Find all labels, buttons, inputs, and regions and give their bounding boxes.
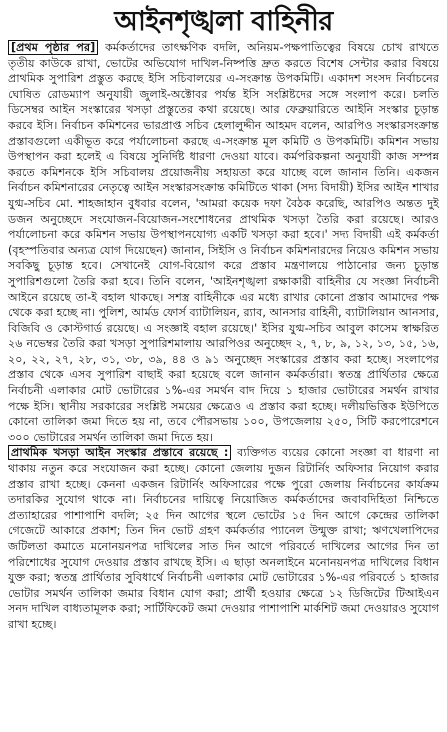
paragraph-text: ব্যক্তিগত ব্যয়ের কোনো সংজ্ঞা বা ধারণা না থাকায় নতুন করে সংযোজন করা হচ্ছে। কোনো জেলায় দুজন রিটার্নিং অফিসার নিয়োগ করার প্রস্তাব রাখা হচ্ছে। কেননা একজন রিটার্নিং অফিসারের পক্ষে পুরো জেলায় নির্বাচনের কার্যক্রম তদারকির সুযোগ থাকে না। নির্বাচনের দায়িত্বে নিয়োজিত কর্মকর্তাদের জবাবদিহিতা নিশ্চিতে প্রত্যাহারের পাশাপাশি বদলি; ২৫ দিন আগের স্থলে ভোটের ১৫ দিন আগে কেন্দ্রের তালিকা গেজেটে আকারে প্রকাশ; তিন দিন ভোট গ্রহণ কর্মকর্তার প্যানেল উন্মুক্ত রাখা; ঋণখেলাপিদের জটিলতা কমাতে মনোনয়নপত্র দাখিলের সাত দিন আগে পরিবর্তে দাখিলের আগের দিন তা পরিশোধের সুযোগ দেওয়ার প্রস্তাব রাখছে ইসি। এ ছাড়া অনলাইনে মনোনয়নপত্র দাখিলের বিধান যুক্ত করা; স্বতন্ত্র প্রার্থিতার সুবিধার্থে নির্বাচনী এলাকার মোট ভোটারের ১%-এর পরিবর্তে ১ হাজার ভোটার সমর্থন তালিকা জমার বিধান যোগ করা; প্রার্থী হওয়ার ক্ষেত্রে ১২ ডিজিটের টিআইএন সনদ দাখিল বাধ্যতামূলক করা; সার্টিফিকেট জমা দেওয়ার পাশাপাশি মার্কশিট জমা দেওয়ারও সুযোগ রাখা হচ্ছে।	[8, 446, 440, 631]
headline: আইনশৃঙ্খলা বাহিনীর	[114, 6, 333, 37]
article-paragraph	[8, 40, 439, 445]
article-body	[8, 40, 439, 633]
paragraph-text: কর্মকর্তাদের তাৎক্ষণিক বদলি, অনিয়ম-পক্ষপাতিত্বের বিষয়ে চোখ রাখতে তৃতীয় কাউকে রাখা, ভোটের অভিযোগ দাখিল-নিষ্পত্তি দ্রুত করতে বিশেষ সেন্টার করার বিষয়ে প্রাথমিক সুপারিশ প্রস্তুত করছে ইসি সচিবালয়ের এ-সংক্রান্ত উপকমিটি। একাদশ সংসদ নির্বাচনের ঘোষিত রোডম্যাপ অনুযায়ী জুলাই-অক্টোবর পর্যন্ত ইসি সংশ্লিষ্টদের সঙ্গে সংলাপ করে। চলতি ডিসেম্বর আইন সংস্কারের খসড়া প্রস্তুতের কথা রয়েছে। আর ফেব্রুয়ারিতে আইনি সংস্কার চূড়ান্ত করবে ইসি। নির্বাচন কমিশনের ভারপ্রাপ্ত সচিব হেলালুদ্দীন আহমদ বলেন, আরপিও সংস্কারসংক্রান্ত প্রস্তাবগুলো একীভূত করে পর্যালোচনা করছে এ-সংক্রান্ত মূল কমিটি ও উপকমিটি। কমিশন সভায় উপস্থাপন করা হলেই এ বিষয়ে সুনির্দিষ্ট ধারণা দেওয়া যাবে। কর্মপরিকল্পনা অনুযায়ী কাজ সম্পন্ন করতে কমিশনকে ইসি সচিবালয় প্রয়োজনীয় সহায়তা করে যাচ্ছে বলে জানান তিনি। একজন নির্বাচন কমিশনারের নেতৃত্বে আইন সংস্কারসংক্রান্ত কমিটিতে থাকা (সদ্য বিদায়ী) ইসির আইন শাখার যুগ্ম-সচিব মো. শাহজাহান বুধবার বলেন, 'আমরা কয়েক দফা বৈঠক করেছি, আরপিও অন্তত দুই ডজন অনুচ্ছেদে সংযোজন-বিয়োজন-সংশোধনের প্রাথমিক খসড়া তৈরি করা রয়েছে। আরও পর্যালোচনা করে কমিশন সভায় উপস্থাপনযোগ্য একটি খসড়া করা হবে।' সদ্য বিদায়ী এই কর্মকর্তা (বৃহস্পতিবার অন্যত্র যোগ দিয়েছেন) জানান, সিইসি ও নির্বাচন কমিশনারদের নিয়েও কমিশন সভায় সবকিছু চূড়ান্ত হবে। সেখানেই যোগ-বিয়োগ করে প্রস্তাব মন্ত্রণালয়ে পাঠানোর জন্য চূড়ান্ত সুপারিশগুলো তৈরি করা হবে। তিনি বলেন, 'আইনশৃঙ্খলা রক্ষাকারী বাহিনীর যে সংজ্ঞা নির্বাচনী আইনে রয়েছে তা-ই বহাল থাকছে। সশস্ত্র বাহিনীকে এর মধ্যে রাখার কোনো প্রস্তাব আমাদের পক্ষ থেকে করা হচ্ছে না। পুলিশ, আর্মড ফোর্স ব্যাটালিয়ন, র‍্যাব, আনসার বাহিনী, ব্যাটালিয়ান আনসার, বিজিবি ও কোস্টগার্ড রয়েছে। এ সংজ্ঞাই বহাল রয়েছে।' ইসির যুগ্ম-সচিব আবুল কাসেম স্বাক্ষরিত ২৬ নভেম্বর তৈরি করা খসড়া সুপারিশমালায় আরপিওর অনুচ্ছেদ ২, ৭, ৮, ৯, ১২, ১৩, ১৫, ১৬, ২০, ২২, ২৭, ২৮, ৩১, ৩৮, ৩৯, ৪৪ ও ৯১ অনুচ্ছেদ সংস্কারের প্রস্তাব করা হচ্ছে। সংলাপের প্রস্তাব থেকে এসব সুপারিশ বাছাই করা হয়েছে বলে জানান কর্মকর্তারা। স্বতন্ত্র প্রার্থিতার ক্ষেত্রে নির্বাচনী এলাকার মোট ভোটারের ১%-এর সমর্থন বাদ দিয়ে ১ হাজার ভোটারের সমর্থন রাখার পক্ষে ইসি। স্থানীয় সরকারের সংশ্লিষ্ট সময়ের ক্ষেত্রেও এ প্রস্তাব করা হচ্ছে। দলীয়ভিত্তিক ইউপিতে কোনো তালিকা জমা দিতে হয় না, তবে পৌরসভায় ১০০, উপজেলায় ২৫০, সিটি করপোরেশনে ৩০০ ভোটারের সমর্থন তালিকা জমা দিতে হয়।	[8, 41, 440, 444]
article-paragraph	[8, 445, 439, 632]
section-subhead: প্রাথমিক খসড়া আইন সংস্কার প্রস্তাবে রয়েছে :	[8, 445, 231, 460]
continuation-tag: [প্রথম পৃষ্ঠার পর]	[8, 40, 98, 55]
